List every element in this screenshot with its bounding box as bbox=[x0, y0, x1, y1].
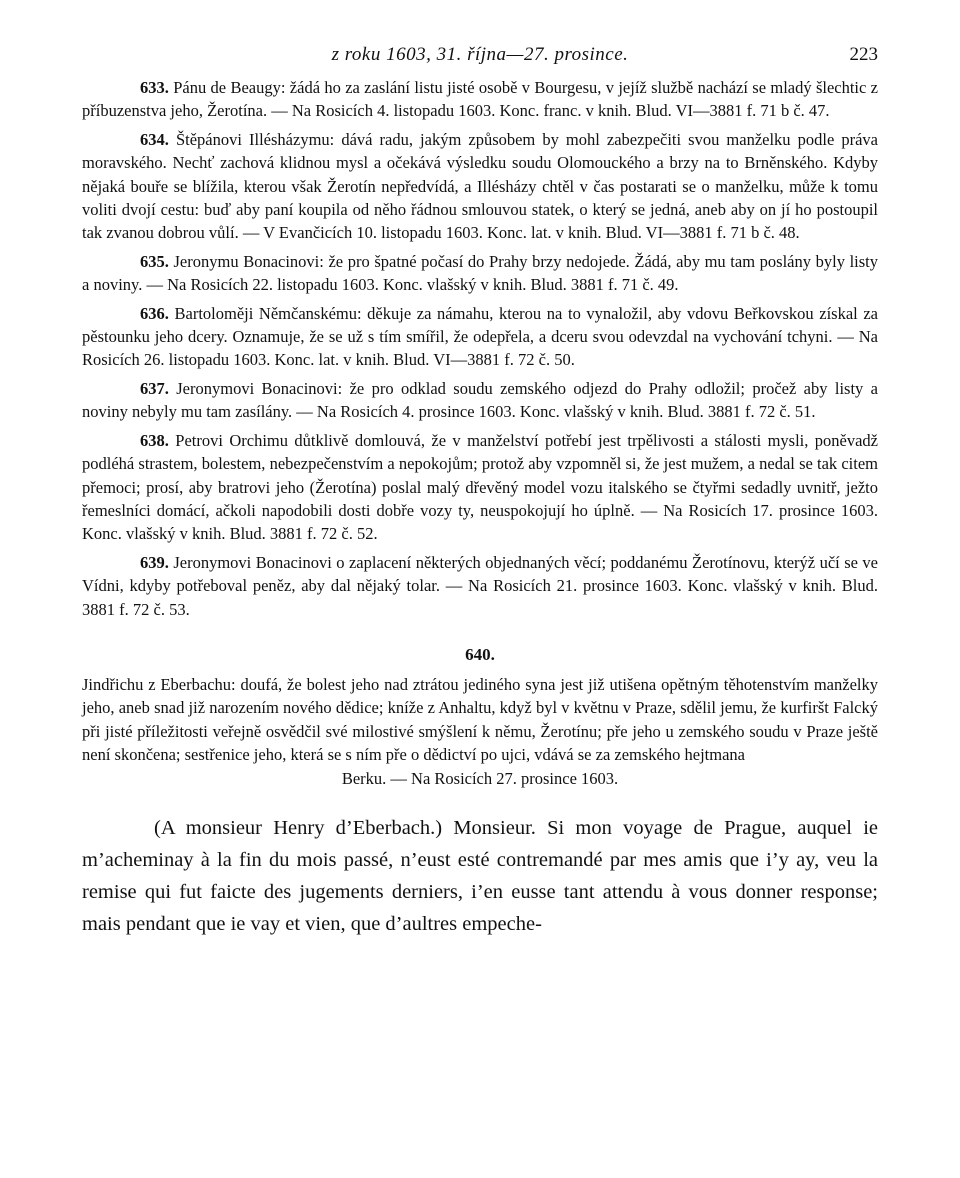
entry-number: 633. bbox=[140, 78, 169, 97]
entry-number: 638. bbox=[140, 430, 169, 450]
running-title: z roku 1603, 31. října—27. prosince. bbox=[331, 44, 629, 65]
entry-text: Pánu de Beaugy: žádá ho za zaslání listu jisté osobě v Bourgesu, v jejíž službě nachází se mladý šlechtic z příbuzenstva jeho, Žerotína. — Na Rosicích 4. listopadu 1603. Konc. franc. v knih. Blud. VI—3881 f. 71 b č. 47. bbox=[82, 78, 879, 121]
page-number: 223 bbox=[849, 44, 878, 65]
entry-number: 635. bbox=[140, 251, 169, 271]
letter-text: (A monsieur Henry d’Eberbach.) Monsieur. Si mon voyage de Prague, auquel ie m’acheminay à la fin du mois passé, n’eust esté contremandé par mes amis que i’y ay, veu la remise qui fut faicte des jugements derniers, i’en eusse tant attendu à vous donner response; mais pendant que ie vay et vien, que d’aultres empeche- bbox=[82, 816, 878, 935]
entry-636 bbox=[82, 302, 878, 372]
entry-number: 639. bbox=[140, 552, 169, 572]
abstract-text: Jindřichu z Eberbachu: doufá, že bolest jeho nad ztrátou jediného syna jest již utišena opětným těhotenstvím manželky jeho, aneb snad již narozením nového dědice; kníže z Anhaltu, když byl v květnu v Praze, sdělil jemu, že kurfiršt Falcký při jisté příležitosti veřejně osvědčil své milostivé smýšlení k němu, Žerotínu; pře jeho u zemského soudu v Praze ještě není skončena; sestřenice jeho, která se s ním pře o dědictví po ujci, vdává se za zemského hejtmana bbox=[82, 674, 878, 765]
entry-639 bbox=[82, 551, 878, 621]
entry-638 bbox=[82, 429, 878, 546]
document-page bbox=[82, 40, 878, 940]
entry-text: Jeronymu Bonacinovi: že pro špatné počasí do Prahy brzy nedojede. Žádá, aby mu tam poslány byly listy a noviny. — Na Rosicích 22. listopadu 1603. Konc. vlašský v knih. Blud. 3881 f. 71 č. 49. bbox=[82, 251, 878, 295]
abstract-closing-line: Berku. — Na Rosicích 27. prosince 1603. bbox=[341, 768, 619, 788]
entry-633 bbox=[82, 76, 878, 123]
entry-number: 636. bbox=[140, 303, 169, 323]
entry-637 bbox=[82, 377, 878, 424]
entry-text: Jeronymovi Bonacinovi o zaplacení některých objednaných věcí; poddanému Žerotínovu, kterýž učí se ve Vídni, kdyby potřeboval peněz, aby dal nějaký tolar. — Na Rosicích 21. prosince 1603. Konc. vlašský v knih. Blud. 3881 f. 72 č. 53. bbox=[82, 552, 878, 619]
entry-text: Jeronymovi Bonacinovi: že pro odklad soudu zemského odjezd do Prahy odložil; pročež aby listy a noviny nebyly mu tam zasílány. — Na Rosicích 4. prosince 1603. Konc. vlašský v knih. Blud. 3881 f. 72 č. 51. bbox=[82, 378, 879, 422]
entry-text: Petrovi Orchimu důtklivě domlouvá, že v manželství potřebí jest trpělivosti a stálosti mysli, poněvadž podléhá strastem, bolestem, nebezpečenstvím a nepokojům; protož aby vzpomněl si, že jest mužem, a nedal se tak citem přemoci; prosí, aby bratrovi jeho (Žerotína) poslal malý dřevěný model vozu italského se čtyřmi sedadly uvnitř, ježto řemeslníci domácí, ačkoli napodobili dosti dobře vozy ty, neuspokojují ho úplně. — Na Rosicích 17. prosince 1603. Konc. vlašský v knih. Blud. 3881 f. 72 č. 52. bbox=[82, 430, 879, 544]
entry-634 bbox=[82, 128, 878, 245]
section-heading-640: 640. bbox=[465, 644, 495, 664]
entry-text: Štěpánovi Illésházymu: dává radu, jakým způsobem by mohl zabezpečiti svou manželku podle práva moravského. Nechť zachová klidnou mysl a očekává výsledku soudu Olomouckého a brzy na to Brněnského. Kdyby nějaká bouře se blížila, kterou však Žerotín nepředvídá, a Illésházy chtěl v čas postarati se o manželku, může k tomu voliti dvojí cestu: buď aby paní koupila od něho řádnou smlouvou statek, o který se jedná, aneb aby on jí ho postoupil tak zvanou dobrou vůlí. — V Evančicích 10. listopadu 1603. Konc. lat. v knih. Blud. VI—3881 f. 71 b č. 48. bbox=[82, 129, 879, 243]
entry-635 bbox=[82, 250, 878, 297]
entry-number: 637. bbox=[140, 378, 169, 398]
entry-text: Bartoloměji Němčanskému: děkuje za námahu, kterou na to vynaložil, aby vdovu Beřkovskou získal za pěstounku jeho dcery. Oznamuje, že se už s tím smířil, že odepřela, a dceru svou odevzdal na vychování tchyni. — Na Rosicích 26. listopadu 1603. Konc. lat. v knih. Blud. VI—3881 f. 72 č. 50. bbox=[82, 303, 878, 370]
entry-number: 634. bbox=[140, 129, 169, 149]
section-640-abstract bbox=[82, 673, 878, 790]
page-header bbox=[82, 40, 878, 76]
